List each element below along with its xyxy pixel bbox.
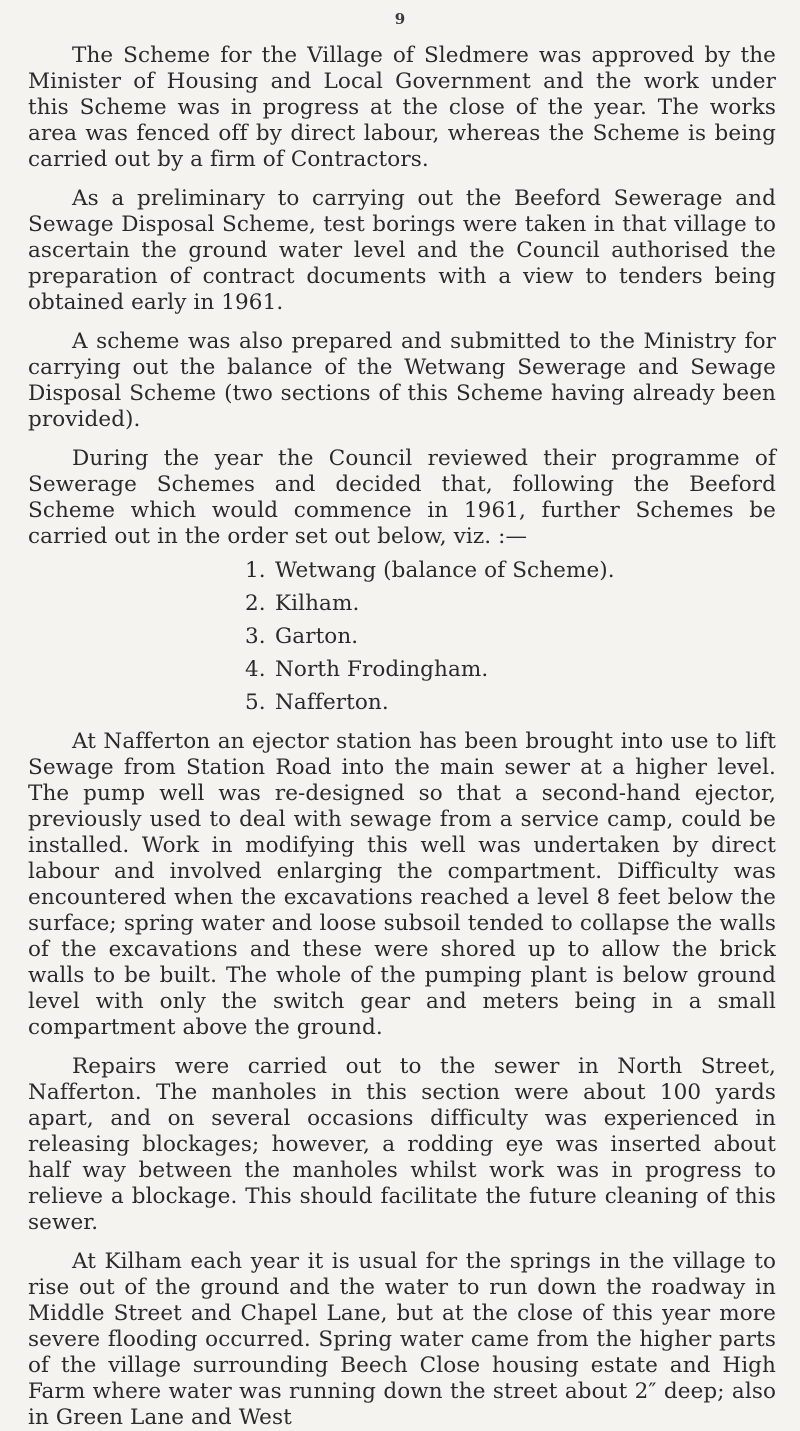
paragraph-nafferton-ejector: At Nafferton an ejector station has been brought into use to lift Sewage from Station Road into the main sewer at a higher level. The pump well was re-designed so that a second-hand ejector, previously used to deal with sewage from a service camp, could be installed. Work in modifying this well was undertaken by direct labour and involved enlarging the compartment. Difficulty was encountered when the excavations reached a level 8 feet below the surface; spring water and loose subsoil tended to collapse the walls of the excavations and these were shored up to allow the brick walls to be built. The whole of the pumping plant is below ground level with only the switch gear and meters being in a small compartment above the ground. [28,729,776,1040]
list-item-label: Kilham. [275,591,360,616]
list-item-label: North Frodingham. [275,657,489,682]
list-item-number: 5. [245,690,266,715]
list-item-label: Nafferton. [275,690,389,715]
list-item [28,554,776,587]
paragraph-wetwang: A scheme was also prepared and submitted to the Ministry for carrying out the balance of the Wetwang Sewerage and Sewage Disposal Scheme (two sections of this Scheme having already been provided). [28,329,776,432]
paragraph-beeford: As a preliminary to carrying out the Beeford Sewerage and Sewage Disposal Scheme, test borings were taken in that village to ascertain the ground water level and the Council authorised the preparation of contract documents with a view to tenders being obtained early in 1961. [28,186,776,315]
list-item-label: Garton. [275,624,359,649]
list-item-number: 1. [245,558,266,583]
list-item [28,587,776,620]
list-item-number: 2. [245,591,266,616]
list-item [28,653,776,686]
list-item-number: 4. [245,657,266,682]
paragraph-programme: During the year the Council reviewed their programme of Sewerage Schemes and decided that, following the Beeford Scheme which would commence in 1961, further Schemes be carried out in the order set out below, viz. :— [28,446,776,549]
list-item-label: Wetwang (balance of Scheme). [275,558,615,583]
list-item [28,620,776,653]
schemes-list [28,554,776,719]
page-body [28,43,776,1431]
paragraph-sledmere: The Scheme for the Village of Sledmere was approved by the Minister of Housing and Local Government and the work under this Scheme was in progress at the close of the year. The works area was fenced off by direct labour, whereas the Scheme is being carried out by a firm of Contractors. [28,43,776,172]
page-number: 9 [394,10,406,28]
paragraph-north-street-repairs: Repairs were carried out to the sewer in North Street, Nafferton. The manholes in this section were about 100 yards apart, and on several occasions difficulty was experienced in releasing blockages; however, a rodding eye was inserted about half way between the manholes whilst work was in progress to relieve a blockage. This should facilitate the future cleaning of this sewer. [28,1054,776,1235]
paragraph-kilham-flooding: At Kilham each year it is usual for the springs in the village to rise out of the ground and the water to run down the roadway in Middle Street and Chapel Lane, but at the close of this year more severe flooding occurred. Spring water came from the higher parts of the village surrounding Beech Close housing estate and High Farm where water was running down the street about 2″ deep; also in Green Lane and West [28,1249,776,1430]
list-item [28,686,776,719]
list-item-number: 3. [245,624,266,649]
